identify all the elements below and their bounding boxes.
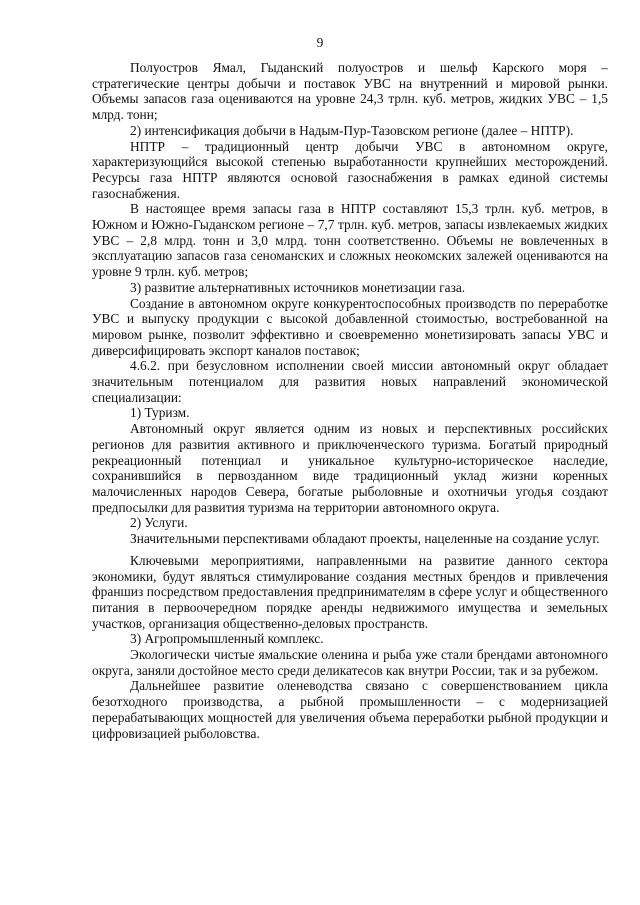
paragraph: 3) развитие альтернативных источников монетизации газа. xyxy=(130,279,466,295)
paragraph: Полуостров Ямал, Гыданский полуостров и шельф Карского моря – стратегические центры добычи и поставок УВС на внутренний и мировой рынки. Объемы запасов газа оцениваются на уровне 24,3 трлн. куб. метров, жидких УВС – 1,5 млрд. тонн; xyxy=(92,60,608,123)
paragraph: Экологически чистые ямальские оленина и рыба уже стали брендами автономного округа, заняли достойное место среди деликатесов как внутри России, так и за рубежом. xyxy=(92,647,608,678)
section-heading: 3) Агропромышленный комплекс. xyxy=(130,631,324,647)
paragraph: Дальнейшее развитие оленеводства связано с совершенствованием цикла безотходного производства, а рыбной промышленности – с модернизацией перерабатывающих мощностей для увеличения объема переработки рыбной продукции и цифровизацией рыболовства. xyxy=(92,678,608,741)
section-heading: 1) Туризм. xyxy=(130,405,190,421)
paragraph: Создание в автономном округе конкурентоспособных производств по переработке УВС и выпуску продукции с высокой добавленной стоимостью, востребованной на мировом рынке, позволит эффективно и своевременно монетизировать запасы УВС и диверсифицировать экспорт каналов поставок; xyxy=(92,295,608,358)
paragraph: 4.6.2. при безусловном исполнении своей миссии автономный округ обладает значительным потенциалом для развития новых направлений экономической специализации: xyxy=(92,358,608,405)
paragraph: Значительными перспективами обладают проекты, нацеленные на создание услуг. xyxy=(130,531,600,547)
body-text xyxy=(92,60,608,741)
paragraph: 2) интенсификация добычи в Надым-Пур-Тазовском регионе (далее – НПТР). xyxy=(130,122,574,138)
section-heading: 2) Услуги. xyxy=(130,515,188,531)
paragraph: Автономный округ является одним из новых и перспективных российских регионов для развития активного и приключенческого туризма. Богатый природный рекреационный потенциал и уникальное культурно-историческое наследие, сохранившийся в первозданном виде традиционный уклад жизни коренных малочисленных народов Севера, богатые рыболовные и охотничьи угодья создают предпосылки для развития туризма на территории автономного округа. xyxy=(92,421,608,515)
paragraph: В настоящее время запасы газа в НПТР составляют 15,3 трлн. куб. метров, в Южном и Южно-Гыданском регионе – 7,7 трлн. куб. метров, запасы извлекаемых жидких УВС – 2,8 млрд. тонн и 3,0 млрд. тонн соответственно. Объемы не вовлеченных в эксплуатацию запасов газа сеноманских и сложных неокомских залежей оцениваются на уровне 9 трлн. куб. метров; xyxy=(92,201,608,280)
paragraph: Ключевыми мероприятиями, направленными на развитие данного сектора экономики, будут являться стимулирование создания местных брендов и привлечения франшиз посредством предоставления предпринимателям в сфере услуг и общественного питания в первоочередном порядке аренды недвижимого имущества и земельных участков, организация общественно-деловых пространств. xyxy=(92,552,608,631)
paragraph: НПТР – традиционный центр добычи УВС в автономном округе, характеризующийся высокой степенью выработанности крупнейших месторождений. Ресурсы газа НПТР являются основой газоснабжения в рамках единой системы газоснабжения. xyxy=(92,138,608,201)
page-number: 9 xyxy=(316,35,324,50)
